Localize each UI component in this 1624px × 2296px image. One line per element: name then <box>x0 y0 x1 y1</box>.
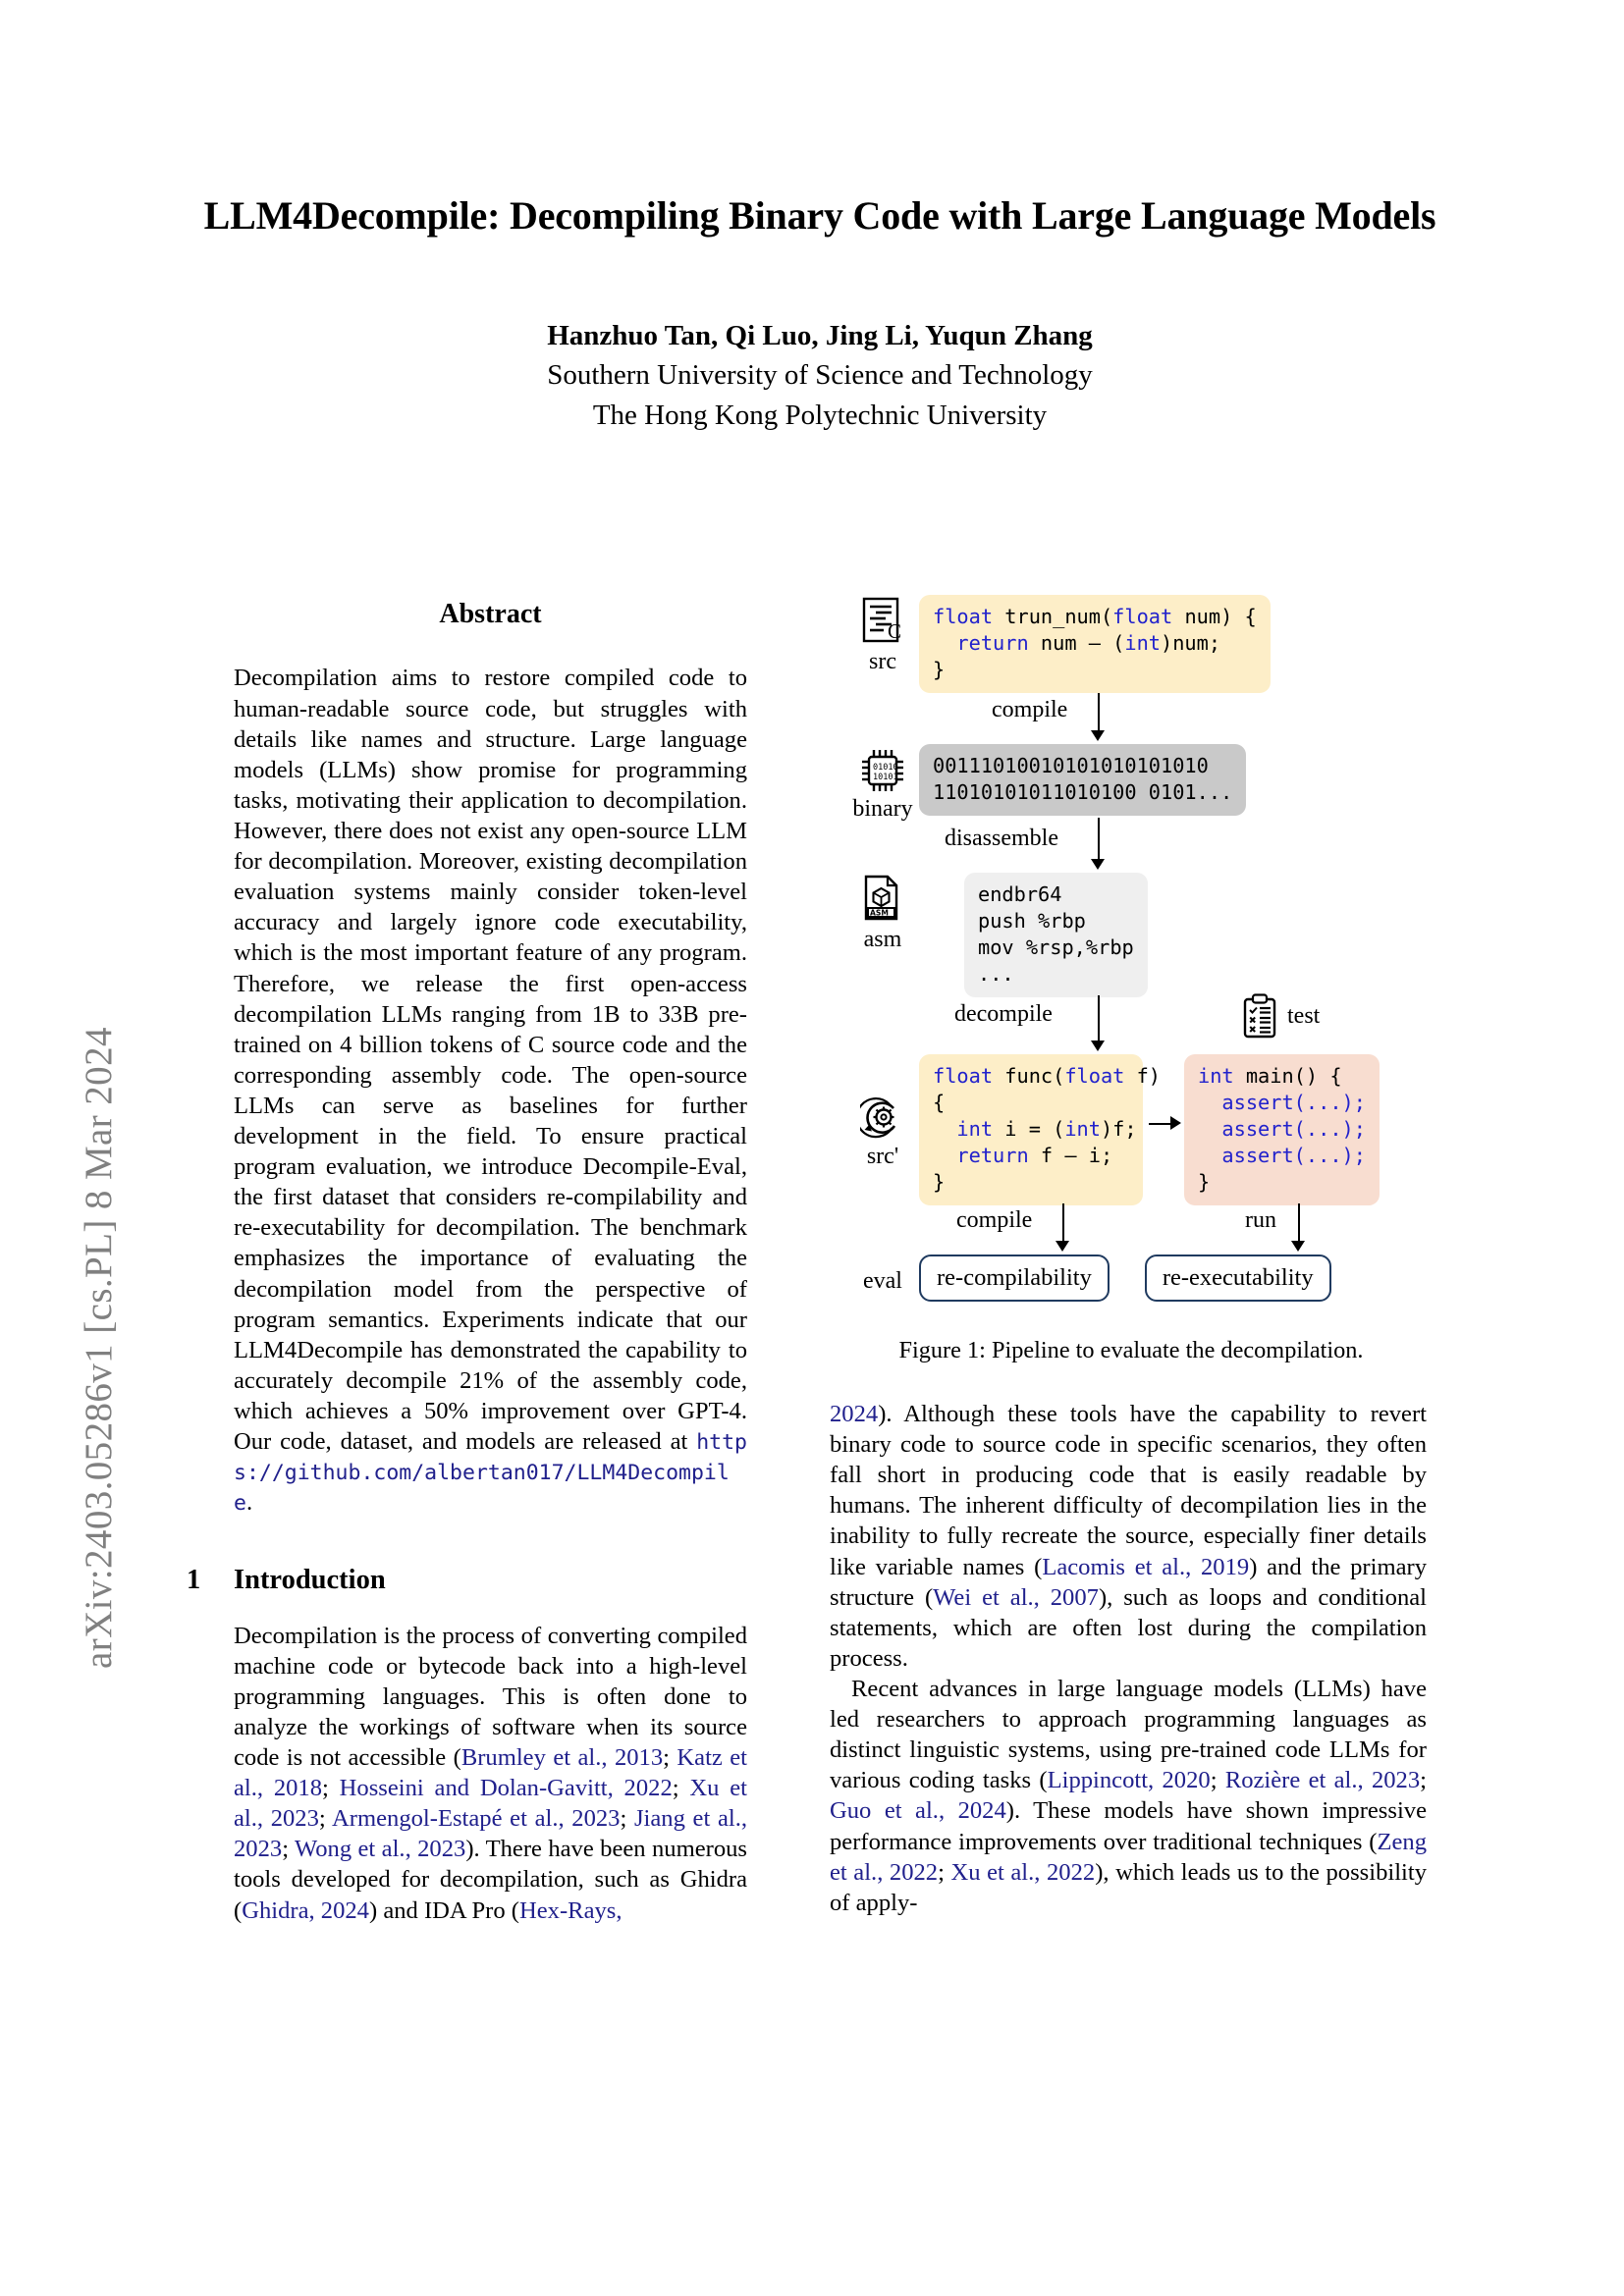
intro-text-e: ) and the primary structure ( <box>830 1553 1427 1611</box>
figure-label-srcprime <box>846 1054 919 1169</box>
code-txt: func( <box>993 1064 1065 1089</box>
code-txt: )num; <box>1161 630 1221 655</box>
asm-file-icon <box>860 875 905 926</box>
code-txt: 00111010010101010101010 <box>933 753 1209 777</box>
page-title: LLM4Decompile: Decompiling Binary Code with Large Language Models <box>203 193 1436 238</box>
arrow-label-compile: compile <box>992 696 1068 722</box>
figure-1 <box>846 595 1416 1364</box>
section-heading-introduction <box>187 1563 747 1598</box>
figure-label-src <box>846 595 919 674</box>
citation-lacomis[interactable]: Lacomis et al., 2019 <box>1042 1553 1250 1580</box>
code-kw: return <box>933 1144 1029 1168</box>
arrow-decompile <box>846 997 1416 1054</box>
figure-label-binary <box>846 744 919 822</box>
intro-text-d: ). Although these tools have the capability to revert binary code to source code in specific scenarios, they often fall short in producing code that is easily readable by humans. The inherent difficulty of decompilation lies in the inability to fully recreate the source, especially finer details like variable names ( <box>830 1401 1427 1580</box>
author-list: Hanzhuo Tan, Qi Luo, Jing Li, Yuqun Zhang <box>547 320 1093 351</box>
arrow-head <box>1056 1241 1069 1252</box>
abstract-heading: Abstract <box>439 599 542 629</box>
figure-caption: Figure 1: Pipeline to evaluate the decompilation. <box>898 1337 1364 1363</box>
abstract-paragraph <box>234 663 747 1518</box>
arrow-label-decompile: decompile <box>954 1001 1053 1028</box>
affiliation-2: The Hong Kong Polytechnic University <box>592 400 1048 432</box>
citation-roziere[interactable]: Rozière et al., 2023 <box>1224 1767 1421 1794</box>
abstract-text-2: . <box>245 1489 253 1517</box>
figure-label-binary-text: binary <box>852 795 913 822</box>
code-txt: } <box>933 657 946 681</box>
figure-row-srcprime-test <box>846 1054 1416 1205</box>
arrow-line <box>1098 995 1100 1044</box>
code-kw: int <box>1124 630 1162 655</box>
intro-text-g: Recent advances in large language models (LLMs) have led researchers to approach programming languages as distinct linguistic systems, using pre-trained code LLMs for various coding tasks ( <box>830 1675 1427 1794</box>
binary-code-box <box>919 744 1246 816</box>
code-txt: endbr64 <box>978 882 1062 907</box>
citation-xu-2022[interactable]: Xu et al., 2022 <box>950 1858 1096 1886</box>
github-link[interactable]: https://github.com/albertan017/LLM4Decompile <box>234 1430 747 1517</box>
code-txt: num – ( <box>1028 630 1125 655</box>
code-txt: main() { <box>1233 1064 1342 1089</box>
figure-row-binary <box>846 744 1416 822</box>
citation-wong[interactable]: Wong et al., 2023 <box>294 1836 466 1863</box>
citation-zeng[interactable]: Zeng et al., 2022 <box>830 1828 1427 1886</box>
intro-text-f: ), such as loops and conditional statements, which are often lost during the compilation process. <box>830 1583 1427 1672</box>
arrow-line <box>1062 1203 1064 1241</box>
eval-box-reexecutability[interactable]: re-executability <box>1145 1255 1331 1302</box>
arrow-head <box>1091 730 1105 741</box>
code-txt: trun_num( <box>993 605 1113 628</box>
code-kw: float <box>1064 1064 1125 1089</box>
arrow-line <box>1098 818 1100 861</box>
code-kw: float <box>933 1064 994 1089</box>
figure-label-asm-text: asm <box>863 927 902 953</box>
citation-armengol[interactable]: Armengol-Estapé et al., 2023 <box>332 1805 621 1833</box>
code-txt: } <box>1198 1170 1211 1195</box>
sep: ; <box>322 1775 340 1802</box>
left-column <box>187 597 748 1926</box>
intro-text-a: Decompilation is the process of converting compiled machine code or bytecode back into a high-level programming languages. This is often done to analyze the workings of software when its source code is not accessible ( <box>234 1622 747 1771</box>
figure-label-eval <box>846 1261 919 1294</box>
asm-code-box <box>964 873 1148 997</box>
arrow-head <box>1170 1116 1181 1130</box>
figure-label-test-text: test <box>1287 1002 1321 1029</box>
abstract-text-1: Decompilation aims to restore compiled code to human-readable source code, but struggles with details like names and structure. Large language models (LLMs) show promise for programming tasks, motivating their application to decompilation. However, there does not exist any open-source LLM for decompilation. Moreover, existing decompilation evaluation systems mainly consider token-level accuracy and largely ignore code executability, which is the most important feature of any program. Therefore, we release the first open-access decompilation LLMs ranging from 1B to 33B pre-trained on 4 billion tokens of C source code and the corresponding assembly code. The open-source LLMs can serve as baselines for further development in the field. To ensure practical program evaluation, we introduce Decompile-Eval, the first dataset that considers re-compilability and re-executability for decompilation. The benchmark emphasizes the importance of evaluating the decompilation model from the perspective of program semantics. Experiments indicate that our LLM4Decompile has demonstrated the capability to accurately decompile 21% of the assembly code, which achieves a 50% improvement over GPT-4. Our code, dataset, and models are released at <box>234 665 747 1456</box>
code-txt: i = ( <box>993 1117 1065 1142</box>
section-title: Introduction <box>234 1565 386 1596</box>
svg-text:C: C <box>888 619 902 643</box>
clipboard-test-icon <box>1241 993 1278 1039</box>
code-kw: int <box>1064 1117 1101 1142</box>
code-txt: f) <box>1124 1064 1162 1089</box>
code-txt: { <box>933 1091 946 1115</box>
intro-text-h: ). These models have shown impressive performance improvements over traditional techniques ( <box>830 1797 1427 1855</box>
code-kw: int <box>933 1117 994 1142</box>
cpu-chip-icon <box>858 746 907 795</box>
citation-brumley[interactable]: Brumley et al., 2013 <box>460 1743 664 1771</box>
intro-paragraph-3 <box>830 1674 1427 1918</box>
arrow-head <box>1091 1041 1105 1051</box>
citation-wei[interactable]: Wei et al., 2007 <box>933 1583 1099 1611</box>
arrow-line <box>1149 1123 1172 1125</box>
code-txt: f – i; <box>1028 1144 1113 1168</box>
sep: ; <box>282 1836 295 1863</box>
arrow-label-compile-2: compile <box>956 1207 1033 1233</box>
figure-label-src-text: src <box>869 649 896 674</box>
code-kw: assert(...); <box>1198 1091 1366 1115</box>
code-txt: mov %rsp,%rbp <box>978 935 1134 960</box>
citation-guo[interactable]: Guo et al., 2024 <box>830 1797 1006 1825</box>
arrow-label-run: run <box>1245 1207 1276 1233</box>
arrow-line <box>1098 693 1100 732</box>
citation-hosseini[interactable]: Hosseini and Dolan-Gavitt, 2022 <box>339 1775 673 1802</box>
citation-jiang[interactable]: Jiang et al., 2023 <box>234 1805 747 1863</box>
eval-box-recompilability[interactable]: re-compilability <box>919 1255 1110 1302</box>
figure-row-eval <box>846 1255 1416 1302</box>
citation-hexrays[interactable]: Hex-Rays, <box>519 1896 623 1924</box>
code-kw: assert(...); <box>1198 1144 1366 1168</box>
arxiv-stamp: arXiv:2403.05286v1 [cs.PL] 8 Mar 2024 <box>78 1027 120 1669</box>
code-txt: ... <box>978 962 1014 987</box>
intro-paragraph-2 <box>830 1399 1427 1674</box>
sep: ; <box>663 1743 677 1771</box>
code-kw: int <box>1198 1064 1234 1089</box>
code-kw: assert(...); <box>1198 1117 1366 1142</box>
svg-text:ASM: ASM <box>870 908 889 918</box>
figure-label-eval-text: eval <box>863 1268 902 1295</box>
srcprime-code-box <box>919 1054 1162 1205</box>
code-kw: float <box>1112 605 1173 628</box>
intro-text-b: ). There have been numerous tools developed for decompilation, such as Ghidra ( <box>234 1836 747 1924</box>
sep: ; <box>672 1775 690 1802</box>
citation-xu-2023[interactable]: Xu et al., 2023 <box>234 1775 747 1833</box>
code-kw: return <box>933 630 1029 655</box>
intro-paragraph-1 <box>234 1621 747 1926</box>
src-code-box <box>919 595 1271 693</box>
sep: ; <box>938 1858 951 1886</box>
code-txt: push %rbp <box>978 909 1086 934</box>
citation-katz[interactable]: Katz et al., 2018 <box>234 1743 748 1802</box>
sep: ; <box>620 1805 634 1833</box>
section-number: 1 <box>187 1565 201 1596</box>
code-txt: num) { <box>1172 605 1257 628</box>
figure-row-asm <box>846 873 1416 997</box>
c-source-file-icon <box>860 597 905 648</box>
figure-label-asm <box>846 873 919 952</box>
svg-text:10101: 10101 <box>873 772 898 782</box>
sep: ; <box>1420 1767 1427 1794</box>
arrow-compile-run <box>846 1205 1416 1255</box>
affiliation-1: Southern University of Science and Technology <box>547 359 1093 392</box>
citation-hexrays-year[interactable]: 2024 <box>830 1401 879 1427</box>
intro-text-i: ), which leads us to the possibility of apply- <box>830 1858 1428 1916</box>
citation-ghidra[interactable]: Ghidra, 2024 <box>242 1896 369 1924</box>
figure-row-src <box>846 595 1416 693</box>
right-column <box>830 1399 1427 1918</box>
sep: ; <box>1210 1767 1225 1794</box>
arrow-line <box>1298 1203 1300 1241</box>
figure-label-srcprime-text: src' <box>866 1144 899 1170</box>
sep: ; <box>318 1805 333 1833</box>
arrow-disassemble <box>846 822 1416 873</box>
code-kw: float <box>933 605 994 628</box>
arrow-head <box>1091 859 1105 870</box>
figure-label-test <box>1241 993 1320 1039</box>
code-txt: )f; <box>1100 1117 1137 1142</box>
arrow-head <box>1291 1241 1305 1252</box>
citation-lippincott[interactable]: Lippincott, 2020 <box>1047 1767 1211 1794</box>
arrow-compile-1 <box>846 693 1416 744</box>
arrow-label-disassemble: disassemble <box>945 826 1058 852</box>
recompile-gear-icon <box>860 1095 905 1143</box>
code-txt: 11010101011010100 0101... <box>933 779 1233 804</box>
title-block <box>177 191 1463 436</box>
intro-text-c: ) and IDA Pro ( <box>368 1896 519 1924</box>
svg-text:01010: 01010 <box>873 762 898 773</box>
code-txt: } <box>933 1170 946 1195</box>
test-code-box <box>1184 1054 1380 1205</box>
